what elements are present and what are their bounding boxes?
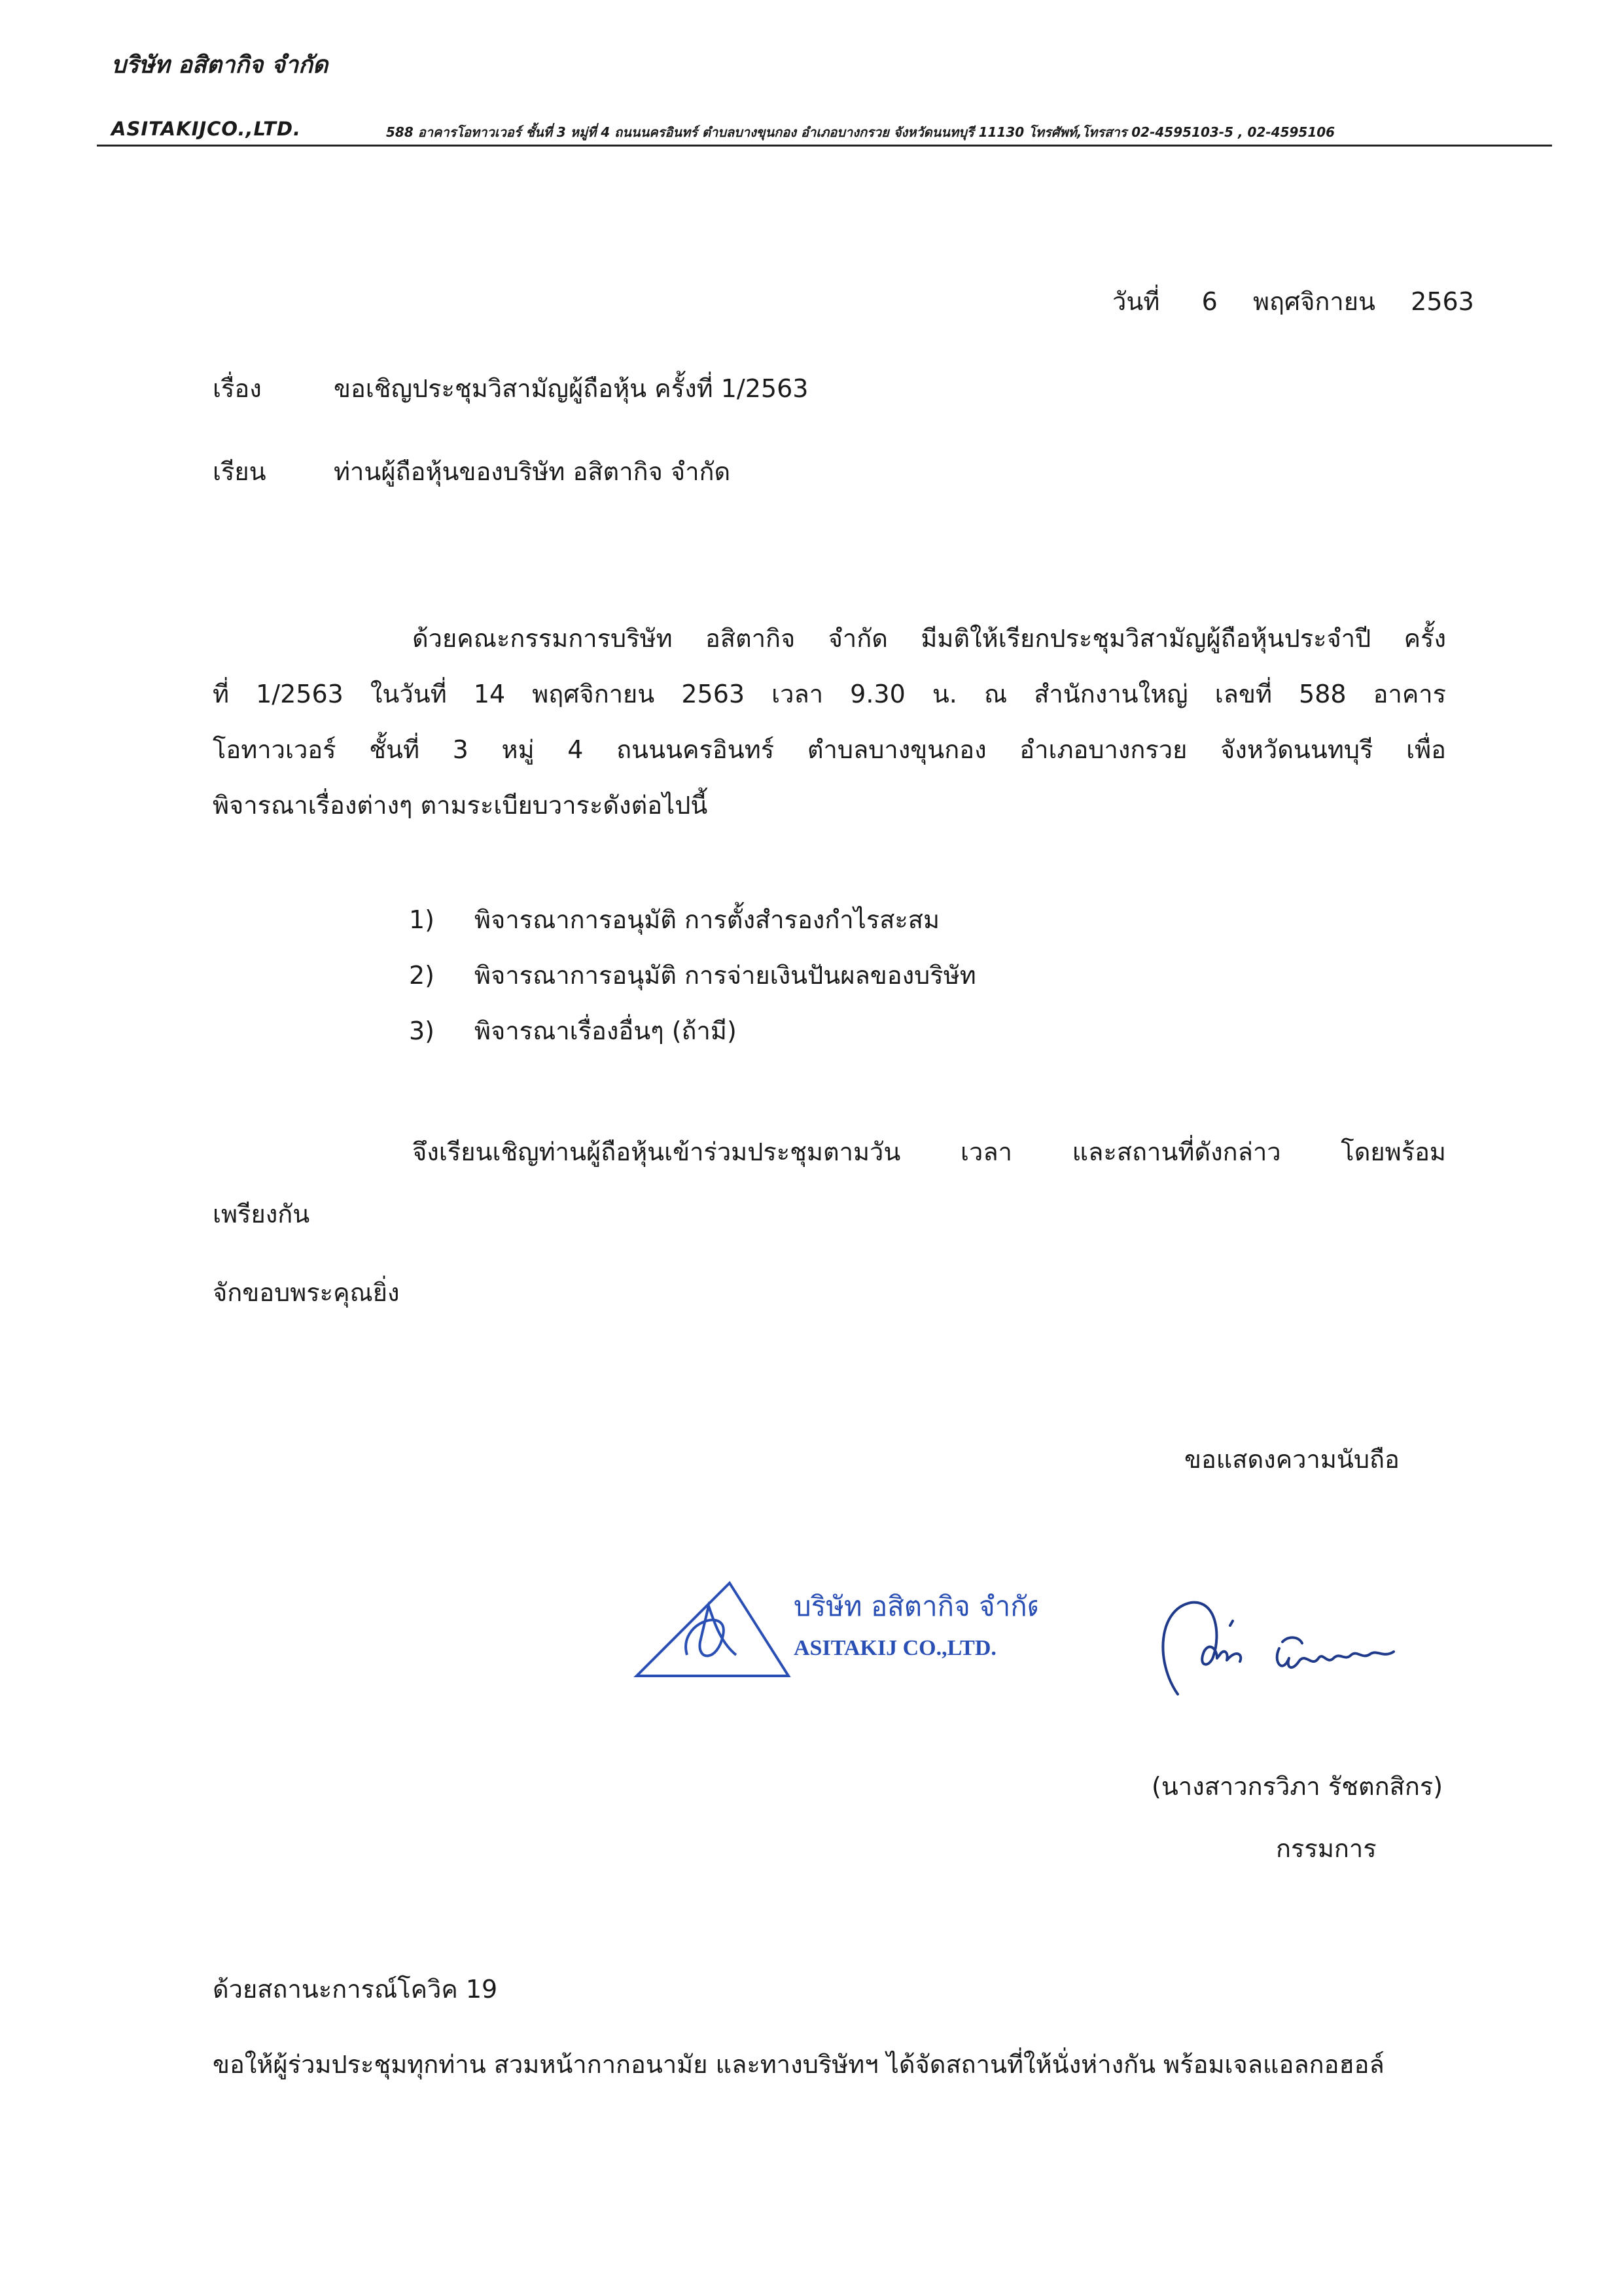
agenda-number: 1) <box>409 905 435 934</box>
agenda-item <box>409 899 940 939</box>
agenda-text: พิจารณาเรื่องอื่นๆ (ถ้ามี) <box>474 1017 737 1045</box>
agenda-item <box>409 1011 737 1051</box>
signatory-title: กรรมการ <box>1276 1834 1377 1863</box>
letter-date <box>1112 281 1474 321</box>
signatory-name: (นางสาวกรวิภา รัชตกสิกร) <box>1152 1772 1443 1801</box>
covid-notice-text: ขอให้ผู้ร่วมประชุมทุกท่าน สวมหน้ากากอนามัย และทางบริษัทฯ ได้จัดสถานที่ให้นั่งห่างกัน พร้อมเจลแอลกอฮอล์ <box>213 2050 1385 2079</box>
stamp-logo-a <box>686 1606 736 1656</box>
body-line-2: ที่ 1/2563 ในวันที่ 14 พฤศจิกายน 2563 เวลา 9.30 น. ณ สำนักงานใหญ่ เลขที่ 588 อาคาร <box>213 680 1446 708</box>
signature <box>1152 1596 1439 1701</box>
date-month: พฤศจิกายน <box>1252 287 1375 316</box>
stamp-triangle <box>637 1583 788 1676</box>
company-address: 588 อาคารโอทาวเวอร์ ชั้นที่ 3 หมู่ที่ 4 ถนนนครอินทร์ ตำบลบางขุนกอง อำเภอบางกรวย จังหวัดนนทบุรี 11130 โทรศัพท์,โทรสาร 02-4595103-5 , 02-4595106 <box>386 124 1335 140</box>
company-name-english: ASITAKIJCO.,LTD. <box>111 118 302 140</box>
closing-line-2: เพรียงกัน <box>213 1200 310 1228</box>
date-year: 2563 <box>1411 287 1474 316</box>
agenda-text: พิจารณาการอนุมัติ การจ่ายเงินปันผลของบริษัท <box>474 961 976 990</box>
stamp-name-english: ASITAKIJ CO.,LTD. <box>794 1636 997 1660</box>
covid-notice-title: ด้วยสถานะการณ์โควิค 19 <box>213 1975 498 2004</box>
closing-line-1: จึงเรียนเชิญท่านผู้ถือหุ้นเข้าร่วมประชุมตามวัน เวลา และสถานที่ดังกล่าว โดยพร้อม <box>412 1138 1446 1166</box>
agenda-number: 3) <box>409 1017 435 1045</box>
agenda-text: พิจารณาการอนุมัติ การตั้งสำรองกำไรสะสม <box>474 905 940 934</box>
subject-text: ขอเชิญประชุมวิสามัญผู้ถือหุ้น ครั้งที่ 1/2563 <box>334 374 809 403</box>
recipient-text: ท่านผู้ถือหุ้นของบริษัท อสิตากิจ จำกัด <box>334 457 731 486</box>
agenda-item <box>409 955 976 995</box>
date-day: 6 <box>1201 287 1218 316</box>
subject-label: เรื่อง <box>213 374 262 403</box>
agenda-number: 2) <box>409 961 435 990</box>
recipient-label: เรียน <box>213 457 266 486</box>
body-line-1: ด้วยคณะกรรมการบริษัท อสิตากิจ จำกัด มีมติให้เรียกประชุมวิสามัญผู้ถือหุ้นประจำปี ครั้ง <box>412 624 1446 653</box>
header-divider <box>97 145 1552 147</box>
company-stamp <box>631 1563 1037 1688</box>
company-name-thai: บริษัท อสิตากิจ จำกัด <box>111 52 328 78</box>
closing-thanks: จักขอบพระคุณยิ่ง <box>213 1278 400 1307</box>
body-line-4: พิจารณาเรื่องต่างๆ ตามระเบียบวาระดังต่อไปนี้ <box>213 791 708 820</box>
closing-regards: ขอแสดงความนับถือ <box>1184 1445 1400 1474</box>
body-line-3: โอทาวเวอร์ ชั้นที่ 3 หมู่ 4 ถนนนครอินทร์ ตำบลบางขุนกอง อำเภอบางกรวย จังหวัดนนทบุรี เพื่อ <box>213 735 1446 764</box>
stamp-name-thai: บริษัท อสิตากิจ จำกัด <box>794 1590 1037 1622</box>
date-label: วันที่ <box>1112 287 1160 316</box>
